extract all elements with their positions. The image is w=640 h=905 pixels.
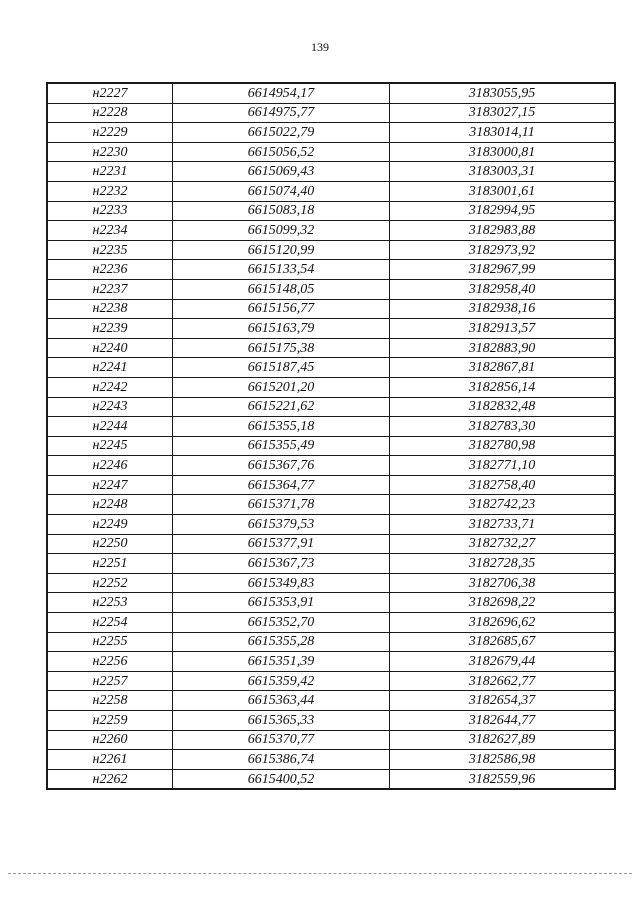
x-coordinate-cell: 6615379,53 <box>173 515 390 535</box>
point-id-cell: н2255 <box>47 632 173 652</box>
y-coordinate-cell: 3182973,92 <box>390 240 616 260</box>
point-id-cell: н2239 <box>47 319 173 339</box>
table-row <box>47 515 615 535</box>
point-id-cell: н2238 <box>47 299 173 319</box>
point-id-cell: н2234 <box>47 221 173 241</box>
x-coordinate-cell: 6615370,77 <box>173 730 390 750</box>
x-coordinate-cell: 6615074,40 <box>173 181 390 201</box>
table-row <box>47 260 615 280</box>
table-row <box>47 397 615 417</box>
x-coordinate-cell: 6615069,43 <box>173 162 390 182</box>
table-row <box>47 221 615 241</box>
point-id-cell: н2253 <box>47 593 173 613</box>
y-coordinate-cell: 3182654,37 <box>390 691 616 711</box>
y-coordinate-cell: 3182967,99 <box>390 260 616 280</box>
table-row <box>47 769 615 789</box>
point-id-cell: н2241 <box>47 358 173 378</box>
point-id-cell: н2227 <box>47 83 173 103</box>
table-row <box>47 632 615 652</box>
x-coordinate-cell: 6615367,73 <box>173 554 390 574</box>
y-coordinate-cell: 3182733,71 <box>390 515 616 535</box>
table-row <box>47 201 615 221</box>
y-coordinate-cell: 3182994,95 <box>390 201 616 221</box>
point-id-cell: н2242 <box>47 377 173 397</box>
x-coordinate-cell: 6615201,20 <box>173 377 390 397</box>
table-row <box>47 358 615 378</box>
y-coordinate-cell: 3183003,31 <box>390 162 616 182</box>
point-id-cell: н2249 <box>47 515 173 535</box>
table-row <box>47 142 615 162</box>
x-coordinate-cell: 6615367,76 <box>173 456 390 476</box>
y-coordinate-cell: 3183001,61 <box>390 181 616 201</box>
x-coordinate-cell: 6614954,17 <box>173 83 390 103</box>
point-id-cell: н2228 <box>47 103 173 123</box>
x-coordinate-cell: 6615355,49 <box>173 436 390 456</box>
point-id-cell: н2244 <box>47 417 173 437</box>
y-coordinate-cell: 3182679,44 <box>390 652 616 672</box>
y-coordinate-cell: 3182728,35 <box>390 554 616 574</box>
point-id-cell: н2258 <box>47 691 173 711</box>
table-row <box>47 83 615 103</box>
table-row <box>47 103 615 123</box>
table-row <box>47 436 615 456</box>
table-row <box>47 475 615 495</box>
x-coordinate-cell: 6615148,05 <box>173 279 390 299</box>
table-row <box>47 181 615 201</box>
table-row <box>47 456 615 476</box>
point-id-cell: н2245 <box>47 436 173 456</box>
point-id-cell: н2252 <box>47 573 173 593</box>
y-coordinate-cell: 3182732,27 <box>390 534 616 554</box>
point-id-cell: н2248 <box>47 495 173 515</box>
y-coordinate-cell: 3182742,23 <box>390 495 616 515</box>
x-coordinate-cell: 6615083,18 <box>173 201 390 221</box>
table-row <box>47 338 615 358</box>
point-id-cell: н2237 <box>47 279 173 299</box>
table-row <box>47 299 615 319</box>
y-coordinate-cell: 3182758,40 <box>390 475 616 495</box>
x-coordinate-cell: 6615022,79 <box>173 123 390 143</box>
x-coordinate-cell: 6615400,52 <box>173 769 390 789</box>
y-coordinate-cell: 3182662,77 <box>390 671 616 691</box>
point-id-cell: н2254 <box>47 613 173 633</box>
y-coordinate-cell: 3182696,62 <box>390 613 616 633</box>
x-coordinate-cell: 6615364,77 <box>173 475 390 495</box>
y-coordinate-cell: 3182856,14 <box>390 377 616 397</box>
table-row <box>47 319 615 339</box>
table-row <box>47 711 615 731</box>
x-coordinate-cell: 6615353,91 <box>173 593 390 613</box>
y-coordinate-cell: 3182938,16 <box>390 299 616 319</box>
point-id-cell: н2259 <box>47 711 173 731</box>
point-id-cell: н2246 <box>47 456 173 476</box>
point-id-cell: н2231 <box>47 162 173 182</box>
y-coordinate-cell: 3182913,57 <box>390 319 616 339</box>
y-coordinate-cell: 3182883,90 <box>390 338 616 358</box>
x-coordinate-cell: 6615349,83 <box>173 573 390 593</box>
y-coordinate-cell: 3182780,98 <box>390 436 616 456</box>
y-coordinate-cell: 3183000,81 <box>390 142 616 162</box>
x-coordinate-cell: 6615355,28 <box>173 632 390 652</box>
point-id-cell: н2243 <box>47 397 173 417</box>
y-coordinate-cell: 3182771,10 <box>390 456 616 476</box>
point-id-cell: н2235 <box>47 240 173 260</box>
y-coordinate-cell: 3182685,67 <box>390 632 616 652</box>
coordinates-table <box>46 82 616 790</box>
y-coordinate-cell: 3183027,15 <box>390 103 616 123</box>
y-coordinate-cell: 3182983,88 <box>390 221 616 241</box>
y-coordinate-cell: 3183055,95 <box>390 83 616 103</box>
y-coordinate-cell: 3182627,89 <box>390 730 616 750</box>
x-coordinate-cell: 6615359,42 <box>173 671 390 691</box>
point-id-cell: н2260 <box>47 730 173 750</box>
table-row <box>47 554 615 574</box>
x-coordinate-cell: 6615163,79 <box>173 319 390 339</box>
x-coordinate-cell: 6615221,62 <box>173 397 390 417</box>
point-id-cell: н2236 <box>47 260 173 280</box>
table-row <box>47 495 615 515</box>
x-coordinate-cell: 6614975,77 <box>173 103 390 123</box>
table-row <box>47 613 615 633</box>
y-coordinate-cell: 3182867,81 <box>390 358 616 378</box>
table-row <box>47 671 615 691</box>
point-id-cell: н2262 <box>47 769 173 789</box>
y-coordinate-cell: 3182559,96 <box>390 769 616 789</box>
table-row <box>47 750 615 770</box>
table-row <box>47 417 615 437</box>
x-coordinate-cell: 6615187,45 <box>173 358 390 378</box>
table-row <box>47 162 615 182</box>
y-coordinate-cell: 3183014,11 <box>390 123 616 143</box>
y-coordinate-cell: 3182698,22 <box>390 593 616 613</box>
x-coordinate-cell: 6615056,52 <box>173 142 390 162</box>
y-coordinate-cell: 3182706,38 <box>390 573 616 593</box>
x-coordinate-cell: 6615099,32 <box>173 221 390 241</box>
y-coordinate-cell: 3182958,40 <box>390 279 616 299</box>
point-id-cell: н2251 <box>47 554 173 574</box>
table-row <box>47 652 615 672</box>
x-coordinate-cell: 6615371,78 <box>173 495 390 515</box>
point-id-cell: н2240 <box>47 338 173 358</box>
x-coordinate-cell: 6615365,33 <box>173 711 390 731</box>
coordinates-table-body <box>47 83 615 789</box>
x-coordinate-cell: 6615352,70 <box>173 613 390 633</box>
table-row <box>47 573 615 593</box>
x-coordinate-cell: 6615133,54 <box>173 260 390 280</box>
table-row <box>47 730 615 750</box>
point-id-cell: н2229 <box>47 123 173 143</box>
x-coordinate-cell: 6615120,99 <box>173 240 390 260</box>
table-row <box>47 691 615 711</box>
point-id-cell: н2247 <box>47 475 173 495</box>
y-coordinate-cell: 3182586,98 <box>390 750 616 770</box>
point-id-cell: н2233 <box>47 201 173 221</box>
x-coordinate-cell: 6615175,38 <box>173 338 390 358</box>
scan-edge-line <box>8 873 632 874</box>
point-id-cell: н2256 <box>47 652 173 672</box>
table-row <box>47 593 615 613</box>
point-id-cell: н2250 <box>47 534 173 554</box>
table-row <box>47 123 615 143</box>
point-id-cell: н2257 <box>47 671 173 691</box>
point-id-cell: н2261 <box>47 750 173 770</box>
point-id-cell: н2232 <box>47 181 173 201</box>
table-row <box>47 377 615 397</box>
x-coordinate-cell: 6615377,91 <box>173 534 390 554</box>
table-row <box>47 279 615 299</box>
y-coordinate-cell: 3182783,30 <box>390 417 616 437</box>
x-coordinate-cell: 6615351,39 <box>173 652 390 672</box>
x-coordinate-cell: 6615386,74 <box>173 750 390 770</box>
page-number: 139 <box>311 40 329 54</box>
y-coordinate-cell: 3182644,77 <box>390 711 616 731</box>
x-coordinate-cell: 6615156,77 <box>173 299 390 319</box>
table-row <box>47 534 615 554</box>
point-id-cell: н2230 <box>47 142 173 162</box>
x-coordinate-cell: 6615355,18 <box>173 417 390 437</box>
y-coordinate-cell: 3182832,48 <box>390 397 616 417</box>
table-row <box>47 240 615 260</box>
x-coordinate-cell: 6615363,44 <box>173 691 390 711</box>
